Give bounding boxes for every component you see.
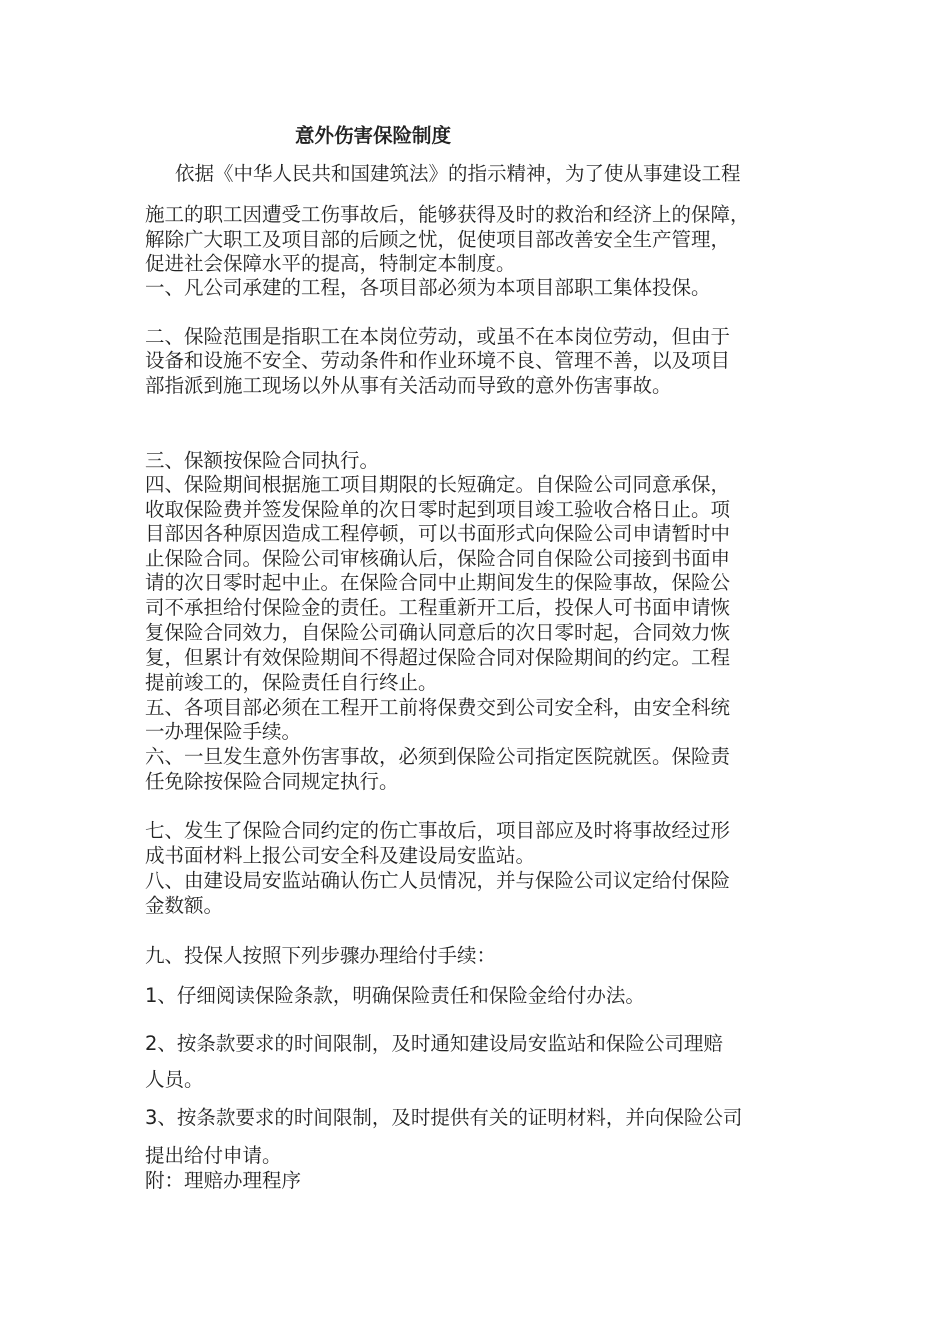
text-line: 1、仔细阅读保险条款，明确保险责任和保险金给付办法。 <box>145 984 645 1007</box>
text-line: 二、保险范围是指职工在本岗位劳动，或虽不在本岗位劳动，但由于 <box>145 325 731 348</box>
text-line: 附：理赔办理程序 <box>145 1169 302 1192</box>
text-line: 一办理保险手续。 <box>145 720 302 743</box>
text-line: 一、凡公司承建的工程，各项目部必须为本项目部职工集体投保。 <box>145 276 711 299</box>
text-line: 3、按条款要求的时间限制，及时提供有关的证明材料，并向保险公司 <box>145 1106 743 1129</box>
text-line: 九、投保人按照下列步骤办理给付手续： <box>145 944 497 967</box>
text-line: 三、保额按保险合同执行。 <box>145 449 380 472</box>
text-line: 金数额。 <box>145 894 224 917</box>
text-line: 请的次日零时起中止。在保险合同中止期间发生的保险事故，保险公 <box>145 571 731 594</box>
text-line: 设备和设施不安全、劳动条件和作业环境不良、管理不善，以及项目 <box>145 349 731 372</box>
text-line: 提出给付申请。 <box>145 1144 282 1167</box>
text-line: 解除广大职工及项目部的后顾之忧，促使项目部改善安全生产管理， <box>145 228 731 251</box>
text-line: 复，但累计有效保险期间不得超过保险合同对保险期间的约定。工程 <box>145 646 731 669</box>
text-line: 复保险合同效力，自保险公司确认同意后的次日零时起，合同效力恢 <box>145 621 731 644</box>
text-line: 司不承担给付保险金的责任。工程重新开工后，投保人可书面申请恢 <box>145 596 731 619</box>
text-line: 任免除按保险合同规定执行。 <box>145 770 399 793</box>
text-line: 施工的职工因遭受工伤事故后，能够获得及时的救治和经济上的保障， <box>145 203 750 226</box>
text-line: 人员。 <box>145 1068 204 1091</box>
text-line: 部指派到施工现场以外从事有关活动而导致的意外伤害事故。 <box>145 374 672 397</box>
text-line: 2、按条款要求的时间限制，及时通知建设局安监站和保险公司理赔 <box>145 1032 723 1055</box>
text-line: 成书面材料上报公司安全科及建设局安监站。 <box>145 844 536 867</box>
text-line: 止保险合同。保险公司审核确认后，保险合同自保险公司接到书面申 <box>145 547 731 570</box>
text-line: 七、发生了保险合同约定的伤亡事故后，项目部应及时将事故经过形 <box>145 819 731 842</box>
text-line: 六、一旦发生意外伤害事故，必须到保险公司指定医院就医。保险责 <box>145 745 731 768</box>
text-line: 目部因各种原因造成工程停顿，可以书面形式向保险公司申请暂时中 <box>145 522 731 545</box>
text-line: 四、保险期间根据施工项目期限的长短确定。自保险公司同意承保， <box>145 473 731 496</box>
text-line: 依据《中华人民共和国建筑法》的指示精神，为了使从事建设工程 <box>175 162 741 185</box>
text-line: 八、由建设局安监站确认伤亡人员情况，并与保险公司议定给付保险 <box>145 869 731 892</box>
text-line: 五、各项目部必须在工程开工前将保费交到公司安全科，由安全科统 <box>145 696 731 719</box>
text-line: 提前竣工的，保险责任自行终止。 <box>145 671 438 694</box>
document-title: 意外伤害保险制度 <box>295 124 452 147</box>
text-line: 收取保险费并签发保险单的次日零时起到项目竣工验收合格日止。项 <box>145 498 731 521</box>
text-line: 促进社会保障水平的提高，特制定本制度。 <box>145 252 516 275</box>
